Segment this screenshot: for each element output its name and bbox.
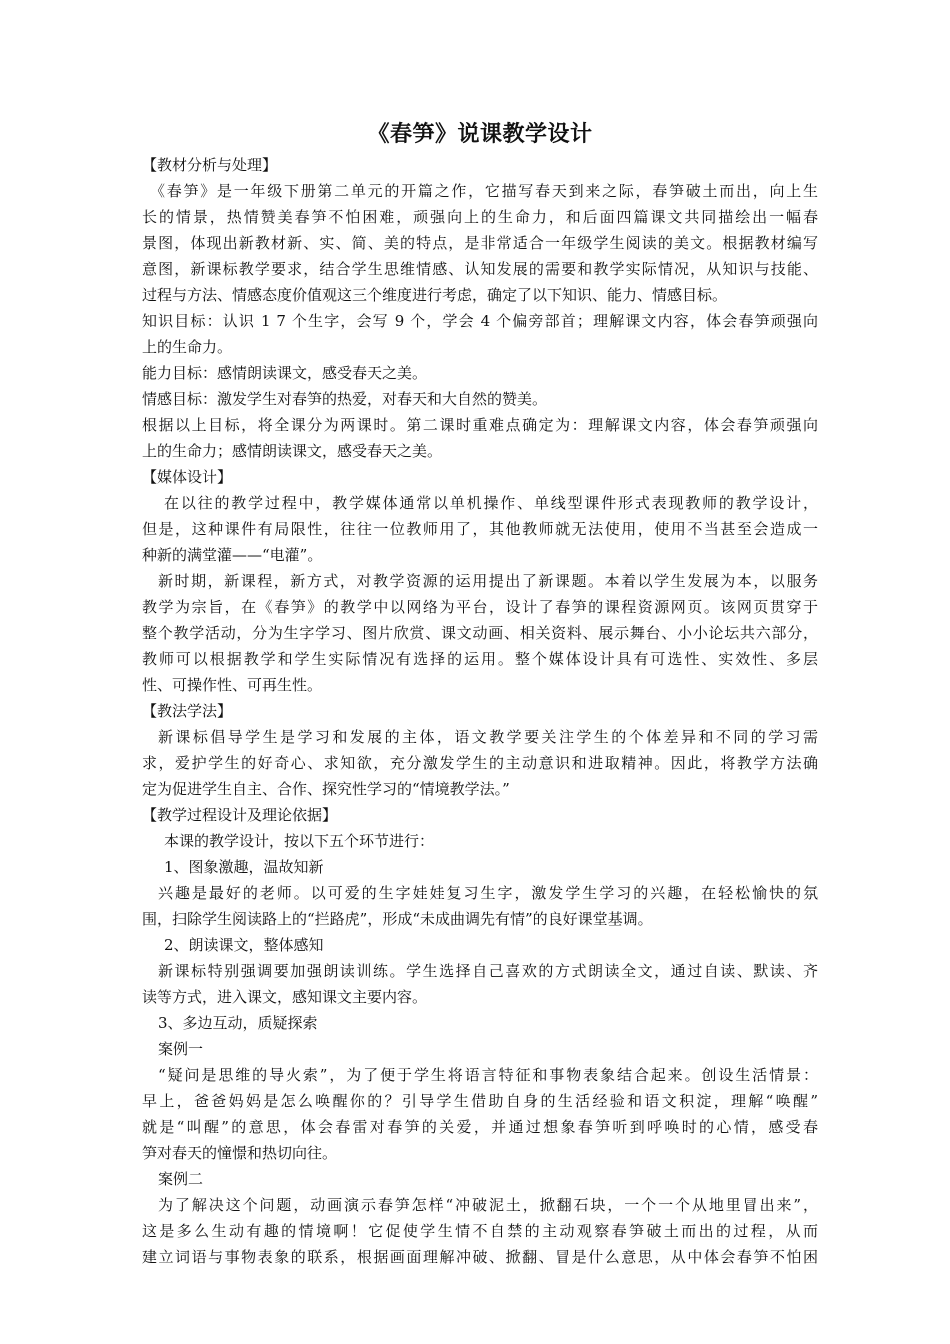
paragraph-line: 在以往的教学过程中，教学媒体通常以单机操作、单线型课件形式表现教师的教学设计， — [164, 494, 818, 512]
paragraph-line: 读等方式，进入课文，感知课文主要内容。 — [142, 988, 428, 1006]
paragraph-line: 就是“叫醒”的意思，体会春雷对春笋的关爱，并通过想象春笋听到呼唤时的心情，感受春 — [142, 1118, 818, 1136]
paragraph-line: 但是，这种课件有局限性，往往一位教师用了，其他教师就无法使用，使用不当甚至会造成一 — [142, 520, 818, 538]
step-heading: 1、图象激趣，温故知新 — [164, 858, 324, 876]
case-heading: 案例一 — [158, 1040, 204, 1058]
step-heading: 2、朗读课文，整体感知 — [164, 936, 324, 954]
paragraph-line: 知识目标：认识 1 7 个生字，会写 9 个，学会 4 个偏旁部首；理解课文内容，体会春笋顽强向 — [142, 312, 818, 330]
section-heading-process: 【教学过程设计及理论依据】 — [142, 806, 338, 824]
paragraph-line: 为了解决这个问题，动画演示春笋怎样“冲破泥土，掀翻石块，一个一个从地里冒出来”， — [158, 1196, 818, 1214]
paragraph-line: 过程与方法、情感态度价值观这三个维度进行考虑，确定了以下知识、能力、情感目标。 — [142, 286, 728, 304]
paragraph-line: 新课标倡导学生是学习和发展的主体，语文教学要关注学生的个体差异和不同的学习需 — [158, 728, 818, 746]
section-heading-media: 【媒体设计】 — [142, 468, 233, 486]
paragraph-line: 教学为宗旨，在《春笋》的教学中以网络为平台，设计了春笋的课程资源网页。该网页贯穿于 — [142, 598, 818, 616]
paragraph-line: 建立词语与事物表象的联系，根据画面理解冲破、掀翻、冒是什么意思，从中体会春笋不怕困 — [142, 1248, 818, 1266]
paragraph-line: 性、可操作性、可再生性。 — [142, 676, 323, 694]
paragraph-line: 根据以上目标，将全课分为两课时。第二课时重难点确定为：理解课文内容，体会春笋顽强向 — [142, 416, 818, 434]
paragraph-line: 整个教学活动，分为生字学习、图片欣赏、课文动画、相关资料、展示舞台、小小论坛共六部分， — [142, 624, 818, 642]
section-heading-material: 【教材分析与处理】 — [142, 156, 278, 174]
case-heading: 案例二 — [158, 1170, 204, 1188]
page-title: 《春笋》说课教学设计 — [367, 122, 593, 147]
section-heading-methods: 【教法学法】 — [142, 702, 233, 720]
paragraph-line: 教师可以根据教学和学生实际情况有选择的运用。整个媒体设计具有可选性、实效性、多层 — [142, 650, 818, 668]
paragraph-line: 意图，新课标教学要求，结合学生思维情感、认知发展的需要和教学实际情况，从知识与技能、 — [142, 260, 818, 278]
paragraph-line: 情感目标：激发学生对春笋的热爱，对春天和大自然的赞美。 — [142, 390, 548, 408]
paragraph-line: 长的情景，热情赞美春笋不怕困难，顽强向上的生命力，和后面四篇课文共同描绘出一幅春 — [142, 208, 818, 226]
paragraph-line: 种新的满堂灌——“电灌”。 — [142, 546, 323, 564]
step-heading: 3、多边互动，质疑探索 — [158, 1014, 318, 1032]
paragraph-line: 新课标特别强调要加强朗读训练。学生选择自己喜欢的方式朗读全文，通过自读、默读、齐 — [158, 962, 818, 980]
paragraph-line: 早上，爸爸妈妈是怎么唤醒你的？引导学生借助自身的生活经验和语文积淀，理解“唤醒” — [142, 1092, 818, 1110]
paragraph-line: 笋对春天的憧憬和热切向往。 — [142, 1144, 338, 1162]
paragraph-line: 《春笋》是一年级下册第二单元的开篇之作，它描写春天到来之际，春笋破土而出，向上生 — [150, 182, 818, 200]
paragraph-line: 能力目标：感情朗读课文，感受春天之美。 — [142, 364, 428, 382]
paragraph-line: 定为促进学生自主、合作、探究性学习的“情境教学法。” — [142, 780, 510, 798]
paragraph-line: 本课的教学设计，按以下五个环节进行： — [164, 832, 435, 850]
paragraph-line: 景图，体现出新教材新、实、简、美的特点，是非常适合一年级学生阅读的美文。根据教材编写 — [142, 234, 818, 252]
paragraph-line: 上的生命力。 — [142, 338, 233, 356]
document-page — [142, 118, 818, 1270]
paragraph-line: 新时期，新课程，新方式，对教学资源的运用提出了新课题。本着以学生发展为本，以服务 — [158, 572, 818, 590]
paragraph-line: 兴趣是最好的老师。以可爱的生字娃娃复习生字，激发学生学习的兴趣，在轻松愉快的氛 — [158, 884, 818, 902]
paragraph-line: 这是多么生动有趣的情境啊！它促使学生情不自禁的主动观察春笋破土而出的过程，从而 — [142, 1222, 818, 1240]
paragraph-line: “疑问是思维的导火索”，为了便于学生将语言特征和事物表象结合起来。创设生活情景： — [158, 1066, 818, 1084]
paragraph-line: 求，爱护学生的好奇心、求知欲，充分激发学生的主动意识和进取精神。因此，将教学方法确 — [142, 754, 818, 772]
paragraph-line: 围，扫除学生阅读路上的“拦路虎”，形成“未成曲调先有情”的良好课堂基调。 — [142, 910, 653, 928]
paragraph-line: 上的生命力；感情朗读课文，感受春天之美。 — [142, 442, 443, 460]
